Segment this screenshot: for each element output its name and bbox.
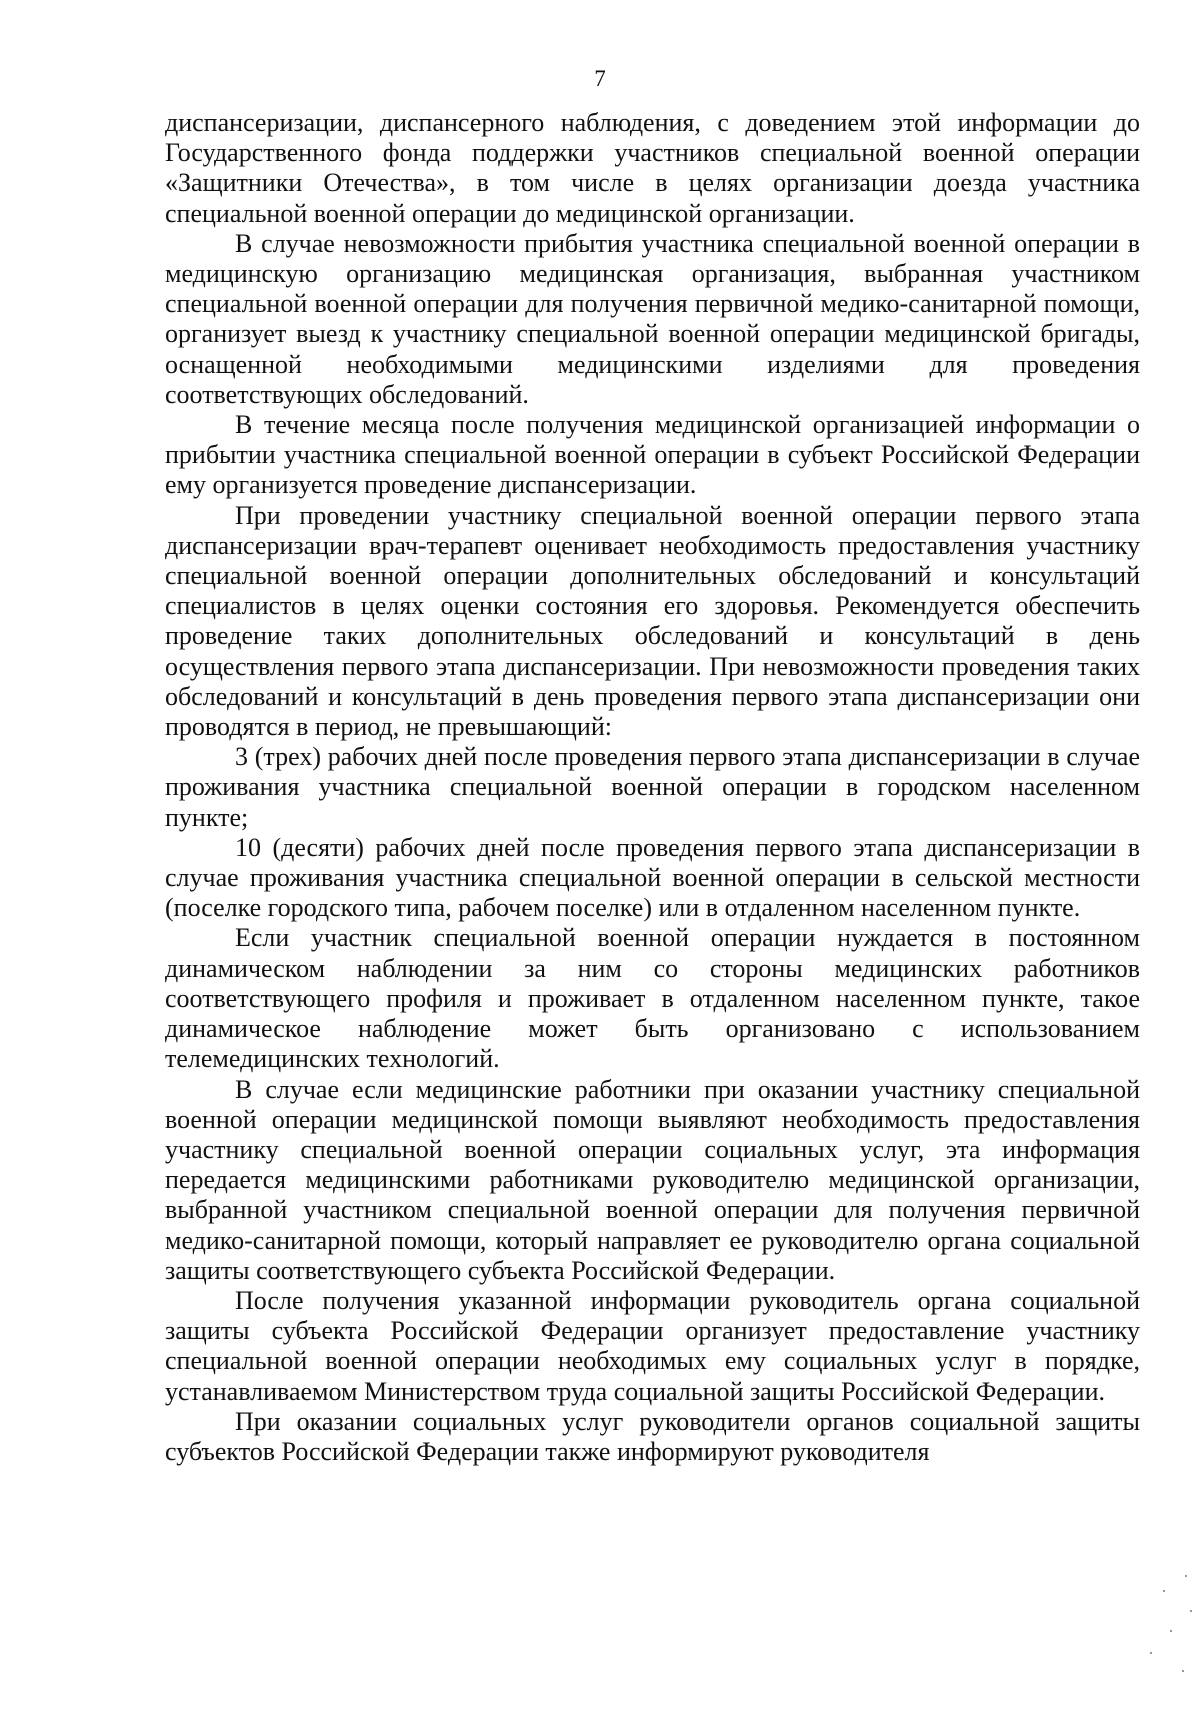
paragraph: В случае невозможности прибытия участника специальной военной операции в медицинскую организацию медицинская организация, выбранная участником специальной военной операции для получения первичной медико-санитарной помощи, организует выезд к участнику специальной военной операции медицинской бригады, оснащенной необходимыми медицинскими изделиями для проведения соответствующих обследований. xyxy=(165,228,1140,409)
document-body xyxy=(165,108,1140,1467)
paragraph: Если участник специальной военной операции нуждается в постоянном динамическом наблюдении за ним со стороны медицинских работников соответствующего профиля и проживает в отдаленном населенном пункте, такое динамическое наблюдение может быть организовано с использованием телемедицинских технологий. xyxy=(165,923,1140,1074)
paragraph: В течение месяца после получения медицинской организацией информации о прибытии участника специальной военной операции в субъект Российской Федерации ему организуется проведение диспансеризации. xyxy=(165,410,1140,500)
paragraph: После получения указанной информации руководитель органа социальной защиты субъекта Российской Федерации организует предоставление участнику специальной военной операции необходимых ему социальных услуг в порядке, устанавливаемом Министерством труда социальной защиты Российской Федерации. xyxy=(165,1285,1140,1406)
paragraph-continued: При оказании социальных услуг руководители органов социальной защиты субъектов Российской Федерации также информируют руководителя xyxy=(165,1406,1140,1466)
scan-speck xyxy=(1185,1575,1187,1577)
paragraph: В случае если медицинские работники при оказании участнику специальной военной операции медицинской помощи выявляют необходимость предоставления участнику специальной военной операции социальных услуг, эта информация передается медицинскими работниками руководителю медицинской организации, выбранной участником специальной военной операции для получения первичной медико-санитарной помощи, который направляет ее руководителю органа социальной защиты соответствующего субъекта Российской Федерации. xyxy=(165,1074,1140,1285)
scan-speck xyxy=(1182,1670,1184,1672)
list-item-paragraph: 10 (десяти) рабочих дней после проведения первого этапа диспансеризации в случае проживания участника специальной военной операции в сельской местности (поселке городского типа, рабочем поселке) или в отдаленном населенном пункте. xyxy=(165,832,1140,923)
scan-speck xyxy=(1150,1652,1152,1654)
scan-speck xyxy=(1163,1590,1165,1592)
paragraph: При проведении участнику специальной военной операции первого этапа диспансеризации врач-терапевт оценивает необходимость предоставления участнику специальной военной операции дополнительных обследований и консультаций специалистов в целях оценки состояния его здоровья. Рекомендуется обеспечить проведение таких дополнительных обследований и консультаций в день осуществления первого этапа диспансеризации. При невозможности проведения таких обследований и консультаций в день проведения первого этапа диспансеризации они проводятся в период, не превышающий: xyxy=(165,500,1140,742)
list-item-paragraph: 3 (трех) рабочих дней после проведения первого этапа диспансеризации в случае проживания участника специальной военной операции в городском населенном пункте; xyxy=(165,742,1140,832)
scan-speck xyxy=(1190,1610,1192,1612)
paragraph-continuation: диспансеризации, диспансерного наблюдения, с доведением этой информации до Государственного фонда поддержки участников специальной военной операции «Защитники Отечества», в том числе в целях организации доезда участника специальной военной операции до медицинской организации. xyxy=(165,108,1140,228)
page-number: 7 xyxy=(594,66,606,91)
scan-speck xyxy=(1170,1630,1172,1632)
